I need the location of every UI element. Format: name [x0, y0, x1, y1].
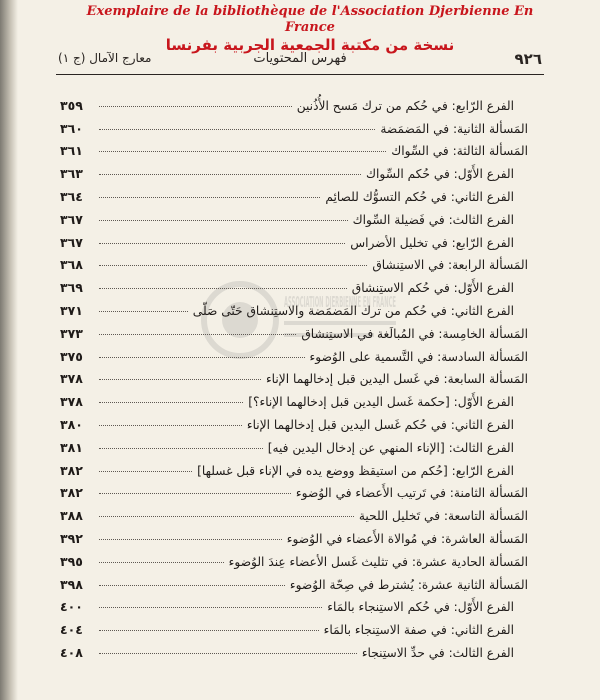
toc-entry-page: ٣٨٢	[60, 485, 83, 501]
book-title: معارج الآمال (ج ١)	[58, 51, 152, 65]
dot-leader	[99, 471, 192, 472]
toc-entry-title: المَسألة السابعة: في غَسل اليدين قبل إدخالهما الإناء	[265, 372, 528, 387]
dot-leader	[99, 129, 375, 130]
toc-entry-title: الفرع الثالث: في حدِّ الاستِنجاء	[361, 645, 514, 660]
toc-entry-page: ٤٠٠	[60, 599, 83, 615]
toc-entry-title: الفرع الأَوّل: في حُكم الاستِنشاق	[351, 281, 514, 296]
toc-entry	[60, 364, 528, 387]
toc-entry	[60, 546, 528, 569]
toc-entry-page: ٣٨٠	[60, 416, 83, 432]
dot-leader	[99, 357, 305, 358]
dot-leader	[99, 174, 361, 175]
toc-entry	[60, 614, 528, 637]
toc-entry-title: المَسألة الحادية عشرة: في تثليث غَسل الأعضاء عِندَ الوُضوء	[228, 554, 528, 569]
toc-entry-title: المَسألة الثانية: في المَضمَضة	[380, 121, 528, 136]
dot-leader	[99, 448, 263, 449]
toc-entry-page: ٤٠٨	[60, 644, 83, 660]
toc-entry-title: المَسألة الثانية عشرة: يُشترط في صِحّة الوُضوء	[289, 577, 528, 592]
toc-entry-title: الفرع الرّابع: في حُكم من ترك مَسح الأُذُنين	[296, 98, 514, 113]
watermark-text: ASSOCIATION DJERBIENNE EN FRANCE	[284, 293, 396, 311]
toc-entry-page: ٣٧٨	[60, 371, 83, 387]
toc-entry-page: ٣٧٨	[60, 394, 83, 410]
toc-entry-title: الفرع الرّابع: في تخليل الأضراس	[350, 235, 514, 250]
toc-entry-title: المَسألة العاشرة: في مُوالاة الأَعضاء في الوُضوء	[286, 531, 528, 546]
toc-entry-page: ٣٦١	[60, 143, 83, 159]
toc-entry-page: ٣٧١	[60, 302, 83, 318]
toc-entry-page: ٣٨١	[60, 439, 83, 455]
dot-leader	[99, 288, 347, 289]
book-spine-shadow	[0, 0, 18, 700]
dot-leader	[99, 402, 243, 403]
toc-entry	[60, 592, 528, 615]
toc-entry-page: ٣٦٣	[60, 166, 83, 182]
section-title: فهرس المحتويات	[253, 51, 347, 66]
toc-entry	[60, 113, 528, 136]
toc-entry-title: الفرع الأَوّل: في حُكم الاستِنجاء بالمَاء	[327, 600, 514, 615]
toc-entry	[60, 181, 528, 204]
toc-entry	[60, 455, 528, 478]
toc-entry	[60, 227, 528, 250]
toc-entry-page: ٣٦٤	[60, 188, 83, 204]
dot-leader	[99, 539, 282, 540]
dot-leader	[99, 197, 320, 198]
dot-leader	[99, 562, 224, 563]
dot-leader	[99, 265, 367, 266]
dot-leader	[99, 653, 357, 654]
dot-leader	[99, 311, 188, 312]
toc-entry	[60, 204, 528, 227]
banner-arabic-text: نسخة من مكتبة الجمعية الجربية بفرنسا	[165, 36, 455, 54]
toc-entry-page: ٣٩٥	[60, 553, 83, 569]
toc-entry-title: الفرع الأَوّل: في حُكم السِّواك	[366, 167, 514, 182]
toc-entry	[60, 569, 528, 592]
toc-entry	[60, 295, 528, 318]
toc-entry	[60, 478, 528, 501]
toc-entry-title: الفرع الثاني: في حُكم من ترك المَضمَضة والاستِنشاق حَتّى صَلّى	[192, 303, 514, 318]
toc-entry-page: ٣٧٥	[60, 348, 83, 364]
toc-entry-title: الفرع الثاني: في صفة الاستِنجاء بالمَاء	[323, 623, 514, 638]
dot-leader	[99, 425, 242, 426]
dot-leader	[99, 379, 261, 380]
dot-leader	[99, 585, 285, 586]
toc-entry-title: المَسألة الثالثة: في السِّواك	[391, 144, 528, 159]
toc-entry-page: ٣٦٨	[60, 257, 83, 273]
toc-entry	[60, 386, 528, 409]
running-header	[58, 50, 542, 72]
toc-entry-page: ٣٦٩	[60, 280, 83, 296]
toc-entry	[60, 318, 528, 341]
toc-entry-title: الفرع الثالث: [الإناء المنهي عن إدخال اليدين فيه]	[267, 440, 514, 455]
toc-entry-title: الفرع الرّابع: [حُكم من استيقظ ووضع يده في الإناء قبل غسلها]	[197, 463, 514, 478]
toc-entry	[60, 432, 528, 455]
toc-entry-title: المَسألة الرابعة: في الاستِنشاق	[372, 258, 528, 273]
toc-entry	[60, 158, 528, 181]
toc-entry-page: ٣٩٢	[60, 530, 83, 546]
toc-entry-title: المَسألة الخامِسة: في المُبالَغة في الاستِنشاق	[301, 326, 528, 341]
dot-leader	[99, 106, 292, 107]
toc-entry-title: الفرع الثاني: في حُكم غَسل اليدين قبل إدخالهما الإناء	[246, 417, 514, 432]
toc-entry	[60, 341, 528, 364]
toc-entry	[60, 136, 528, 159]
toc-entry-title: الفرع الثاني: في حُكم التسوُّك للصائِم	[325, 189, 514, 204]
toc-entry-page: ٣٨٨	[60, 508, 83, 524]
toc-entry-title: المَسألة الثامنة: في تَرتيب الأَعضاء في الوُضوء	[295, 486, 528, 501]
page-number: ٩٢٦	[514, 50, 542, 68]
toc-entry	[60, 637, 528, 660]
dot-leader	[99, 243, 345, 244]
toc-entry	[60, 90, 528, 113]
toc-entry	[60, 500, 528, 523]
toc-entry-title: الفرع الثالث: في فَضيلة السِّواك	[352, 212, 514, 227]
toc-entry	[60, 523, 528, 546]
toc-entry-page: ٣٧٣	[60, 325, 83, 341]
toc-entry-page: ٣٦٧	[60, 211, 83, 227]
dot-leader	[99, 630, 319, 631]
toc-entry-page: ٤٠٤	[60, 622, 83, 638]
library-stamp-banner	[60, 4, 560, 55]
toc-entry-page: ٣٦٧	[60, 234, 83, 250]
dot-leader	[99, 607, 322, 608]
toc-entry-page: ٣٦٠	[60, 120, 83, 136]
toc-entry-page: ٣٨٢	[60, 462, 83, 478]
toc-entry	[60, 272, 528, 295]
dot-leader	[99, 516, 354, 517]
toc-entry-page: ٣٥٩	[60, 97, 83, 113]
toc-entry-title: المَسألة السادسة: في التَّسمية على الوُضوء	[309, 349, 528, 364]
dot-leader	[99, 151, 386, 152]
toc-entry	[60, 250, 528, 273]
toc-entry-title: المَسألة التاسعة: في تَخليل اللحية	[358, 509, 528, 524]
toc-entry-page: ٣٩٨	[60, 576, 83, 592]
toc-entry	[60, 409, 528, 432]
toc-entry-title: الفرع الأَوّل: [حكمة غَسل اليدين قبل إدخالهما الإناء؟]	[248, 395, 514, 410]
banner-french-text: Exemplaire de la bibliothèque de l'Association Djerbienne En France	[86, 4, 534, 35]
dot-leader	[99, 493, 291, 494]
dot-leader	[99, 334, 296, 335]
dot-leader	[99, 220, 348, 221]
table-of-contents	[60, 90, 528, 660]
header-rule	[56, 74, 544, 75]
